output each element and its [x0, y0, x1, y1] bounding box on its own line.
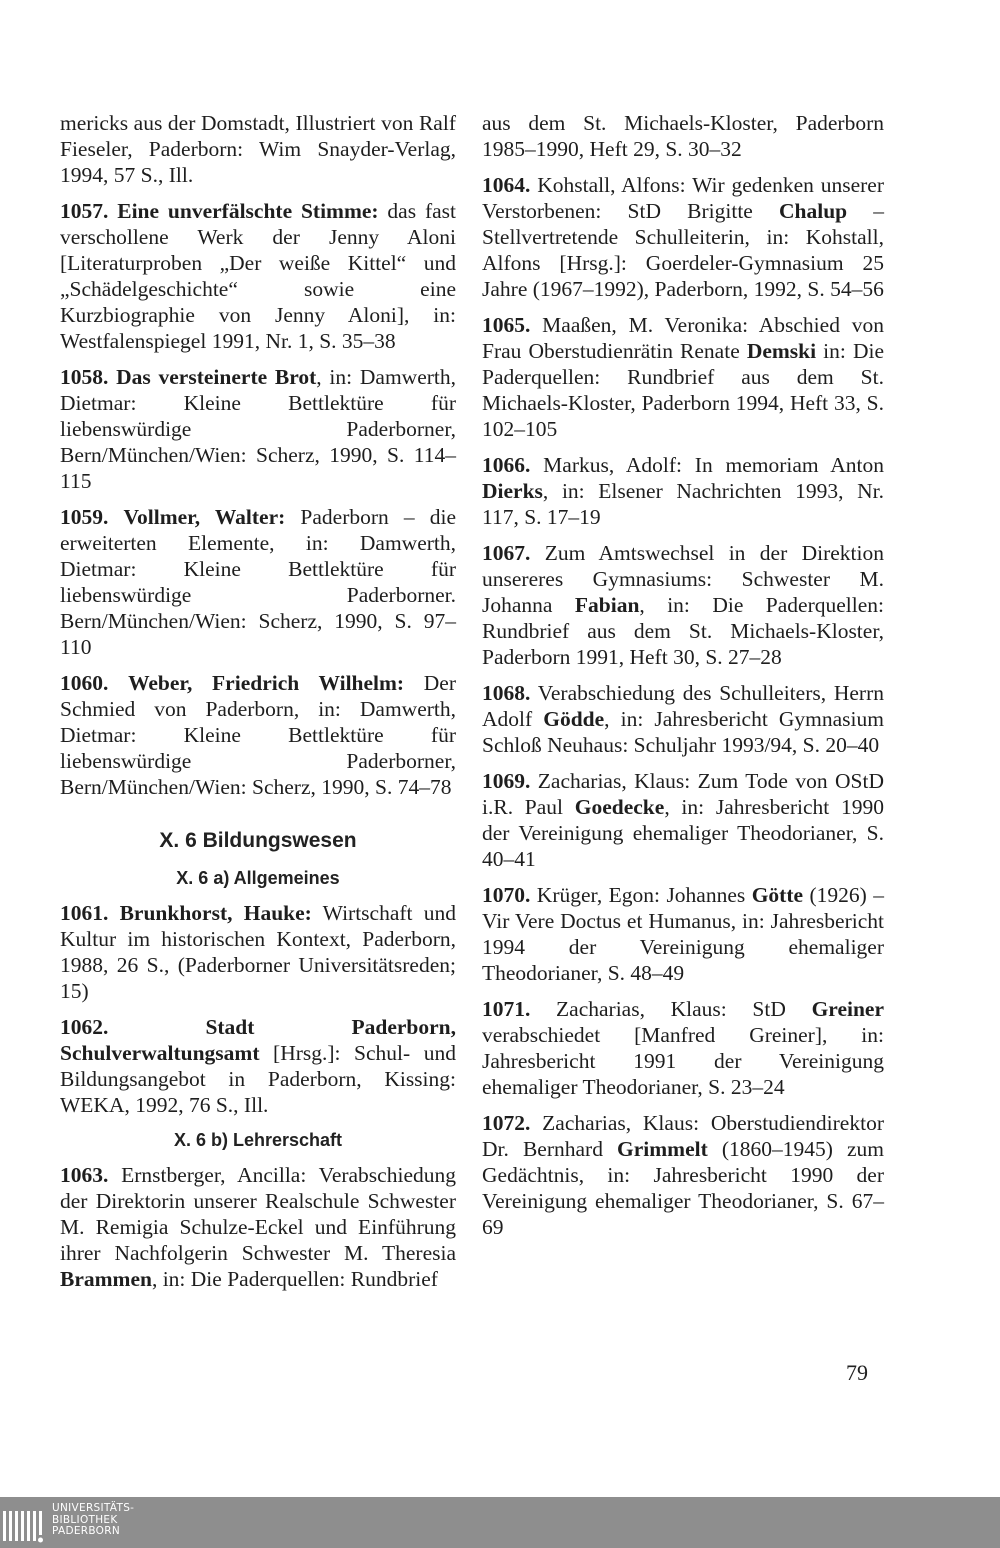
entry-text: Zum Amtswechsel in der Direktion unsereres Gymnasiums: Schwester M. Johanna [482, 541, 884, 617]
entry-number: 1059. [60, 505, 109, 529]
entry-text: , in: Damwerth, Dietmar: Kleine Bettlektüre für liebenswürdige Paderborner, Bern/München/Wien: Scherz, 1990, S. 114–115 [60, 365, 456, 493]
entry-title: Das versteinerte Brot [116, 365, 317, 389]
entry-number: 1069. [482, 769, 531, 793]
entry-text: , in: Jahresbericht Gymnasium Schloß Neuhaus: Schuljahr 1993/94, S. 20–40 [482, 707, 884, 757]
entry-1064 [482, 172, 884, 302]
entry-surname: Goedecke [574, 795, 665, 819]
entry-1063 [60, 1162, 456, 1292]
entry-surname: Chalup [778, 199, 848, 223]
entry-1066 [482, 452, 884, 530]
entry-title: Stadt Paderborn, Schulverwaltungsamt [60, 1015, 456, 1065]
left-continuation-text: mericks aus der Domstadt, Illustriert von Ralf Fieseler, Paderborn: Wim Snayder-Verlag, 1994, 57 S., Ill. [60, 111, 456, 187]
entry-1061 [60, 900, 456, 1004]
entry-text: Wirtschaft und Kultur im historischen Kontext, Paderborn, 1988, 26 S., (Paderborner Universitätsreden; 15) [60, 901, 456, 1003]
entry-number: 1064. [482, 173, 531, 197]
entry-1057 [60, 198, 456, 354]
entry-title: Eine unverfälschte Stimme: [117, 199, 379, 223]
entry-1062 [60, 1014, 456, 1118]
entry-title: Brunkhorst, Hauke: [119, 901, 312, 925]
entry-number: 1070. [482, 883, 531, 907]
entry-text: Ernstberger, Ancilla: Verabschiedung der Direktorin unserer Realschule Schwester M. Remigia Schulze-Eckel und Einführung ihrer Nachfolgerin Schwester M. Theresia [60, 1163, 456, 1265]
entry-text: [Hrsg.]: Schul- und Bildungsangebot in Paderborn, Kissing: WEKA, 1992, 76 S., Ill. [60, 1041, 456, 1117]
entry-text: , in: Die Paderquellen: Rundbrief aus dem St. Michaels-Kloster, Paderborn 1991, Heft 30, S. 27–28 [482, 593, 884, 669]
right-column [482, 110, 884, 1250]
page-number: 79 [846, 1360, 868, 1385]
entry-number: 1066. [482, 453, 531, 477]
entry-surname: Gödde [543, 707, 605, 731]
entry-text: Zacharias, Klaus: StD [530, 997, 812, 1021]
entry-text: Kohstall, Alfons: Wir gedenken unserer Verstorbenen: StD Brigitte [482, 173, 884, 223]
subsection-heading-allgemeines: X. 6 a) Allgemeines [176, 868, 340, 888]
entry-text: Maaßen, M. Veronika: Abschied von Frau Oberstudienrätin Renate [482, 313, 884, 363]
entry-1071 [482, 996, 884, 1100]
entry-text: das fast verschollene Werk der Jenny Aloni [Literaturproben „Der weiße Kittel“ und „Schädelgeschichte“ sowie eine Kurzbiographie von Jenny Aloni], in: Westfalenspiegel 1991, Nr. 1, S. 35–38 [60, 199, 456, 353]
entry-text: Zacharias, Klaus: Zum Tode von OStD i.R. Paul [482, 769, 884, 819]
right-continuation-text: aus dem St. Michaels-Kloster, Paderborn 1985–1990, Heft 29, S. 30–32 [482, 111, 884, 161]
entry-1065 [482, 312, 884, 442]
entry-number: 1062. [60, 1015, 109, 1039]
entry-surname: Götte [751, 883, 804, 907]
entry-number: 1057. [60, 199, 109, 223]
entry-text: Verabschiedung des Schulleiters, Herrn Adolf [482, 681, 884, 731]
section-heading: X. 6 Bildungswesen [159, 829, 357, 852]
library-name-line: UNIVERSITÄTS- [52, 1502, 135, 1514]
library-logo-icon [2, 1505, 46, 1545]
entry-number: 1058. [60, 365, 109, 389]
entry-number: 1072. [482, 1111, 531, 1135]
entry-number: 1067. [482, 541, 531, 565]
entry-text: Paderborn – die erweiterten Elemente, in: Damwerth, Dietmar: Kleine Bettlektüre für liebenswürdige Paderborner. Bern/München/Wien: Scherz, 1990, S. 97–110 [60, 505, 456, 659]
entry-surname: Dierks [482, 479, 543, 503]
entry-number: 1071. [482, 997, 531, 1021]
entry-1069 [482, 768, 884, 872]
library-name-line: BIBLIOTHEK [52, 1513, 118, 1526]
entry-1059 [60, 504, 456, 660]
entry-surname: Demski [746, 339, 817, 363]
entry-number: 1060. [60, 671, 109, 695]
entry-number: 1065. [482, 313, 531, 337]
left-column [60, 110, 456, 1302]
entry-title: Weber, Friedrich Wilhelm: [128, 671, 405, 695]
entry-1067 [482, 540, 884, 670]
entry-number: 1061. [60, 901, 109, 925]
entry-text: , in: Elsener Nachrichten 1993, Nr. 117, S. 17–19 [482, 479, 884, 529]
entry-1072 [482, 1110, 884, 1240]
entry-text: Markus, Adolf: In memoriam Anton [530, 453, 884, 477]
entry-text: – Stellvertretende Schulleiterin, in: Kohstall, Alfons [Hrsg.]: Goerdeler-Gymnasium 25 Jahre (1967–1992), Paderborn, 1992, S. 54–56 [482, 199, 884, 301]
entry-title: Vollmer, Walter: [123, 505, 286, 529]
entry-1060 [60, 670, 456, 800]
subsection-heading-lehrerschaft: X. 6 b) Lehrerschaft [173, 1130, 343, 1150]
library-name [52, 1503, 134, 1538]
entry-1058 [60, 364, 456, 494]
entry-surname: Greiner [811, 997, 884, 1021]
entry-text: (1926) – Vir Vere Doctus et Humanus, in: Jahresbericht 1994 der Vereinigung ehemaliger Theodorianer, S. 48–49 [482, 883, 884, 985]
library-footer-bar [0, 1497, 1000, 1548]
entry-number: 1063. [60, 1163, 109, 1187]
entry-text: Zacharias, Klaus: Oberstudiendirektor Dr. Bernhard [482, 1111, 884, 1161]
entry-1068 [482, 680, 884, 758]
entry-text: , in: Jahresbericht 1990 der Vereinigung ehemaliger Theodorianer, S. 40–41 [482, 795, 884, 871]
entry-text: (1860–1945) zum Gedächtnis, in: Jahresbericht 1990 der Vereinigung ehemaliger Theodorianer, S. 67–69 [482, 1137, 884, 1239]
entry-text: verabschiedet [Manfred Greiner], in: Jahresbericht 1991 der Vereinigung ehemaliger Theodorianer, S. 23–24 [482, 1023, 884, 1099]
entry-text: Der Schmied von Paderborn, in: Damwerth, Dietmar: Kleine Bettlektüre für liebenswürdige Paderborner, Bern/München/Wien: Scherz, 1990, S. 74–78 [60, 671, 456, 799]
entry-1070 [482, 882, 884, 986]
entry-text: in: Die Paderquellen: Rundbrief aus dem St. Michaels-Kloster, Paderborn 1994, Heft 33, S. 102–105 [482, 339, 884, 441]
entry-text: Krüger, Egon: Johannes [530, 883, 752, 907]
entry-number: 1068. [482, 681, 531, 705]
entry-surname: Grimmelt [617, 1137, 708, 1161]
entry-surname: Brammen [60, 1267, 152, 1291]
entry-surname: Fabian [574, 593, 640, 617]
library-name-line: PADERBORN [52, 1525, 120, 1537]
entry-text: , in: Die Paderquellen: Rundbrief [151, 1267, 438, 1291]
